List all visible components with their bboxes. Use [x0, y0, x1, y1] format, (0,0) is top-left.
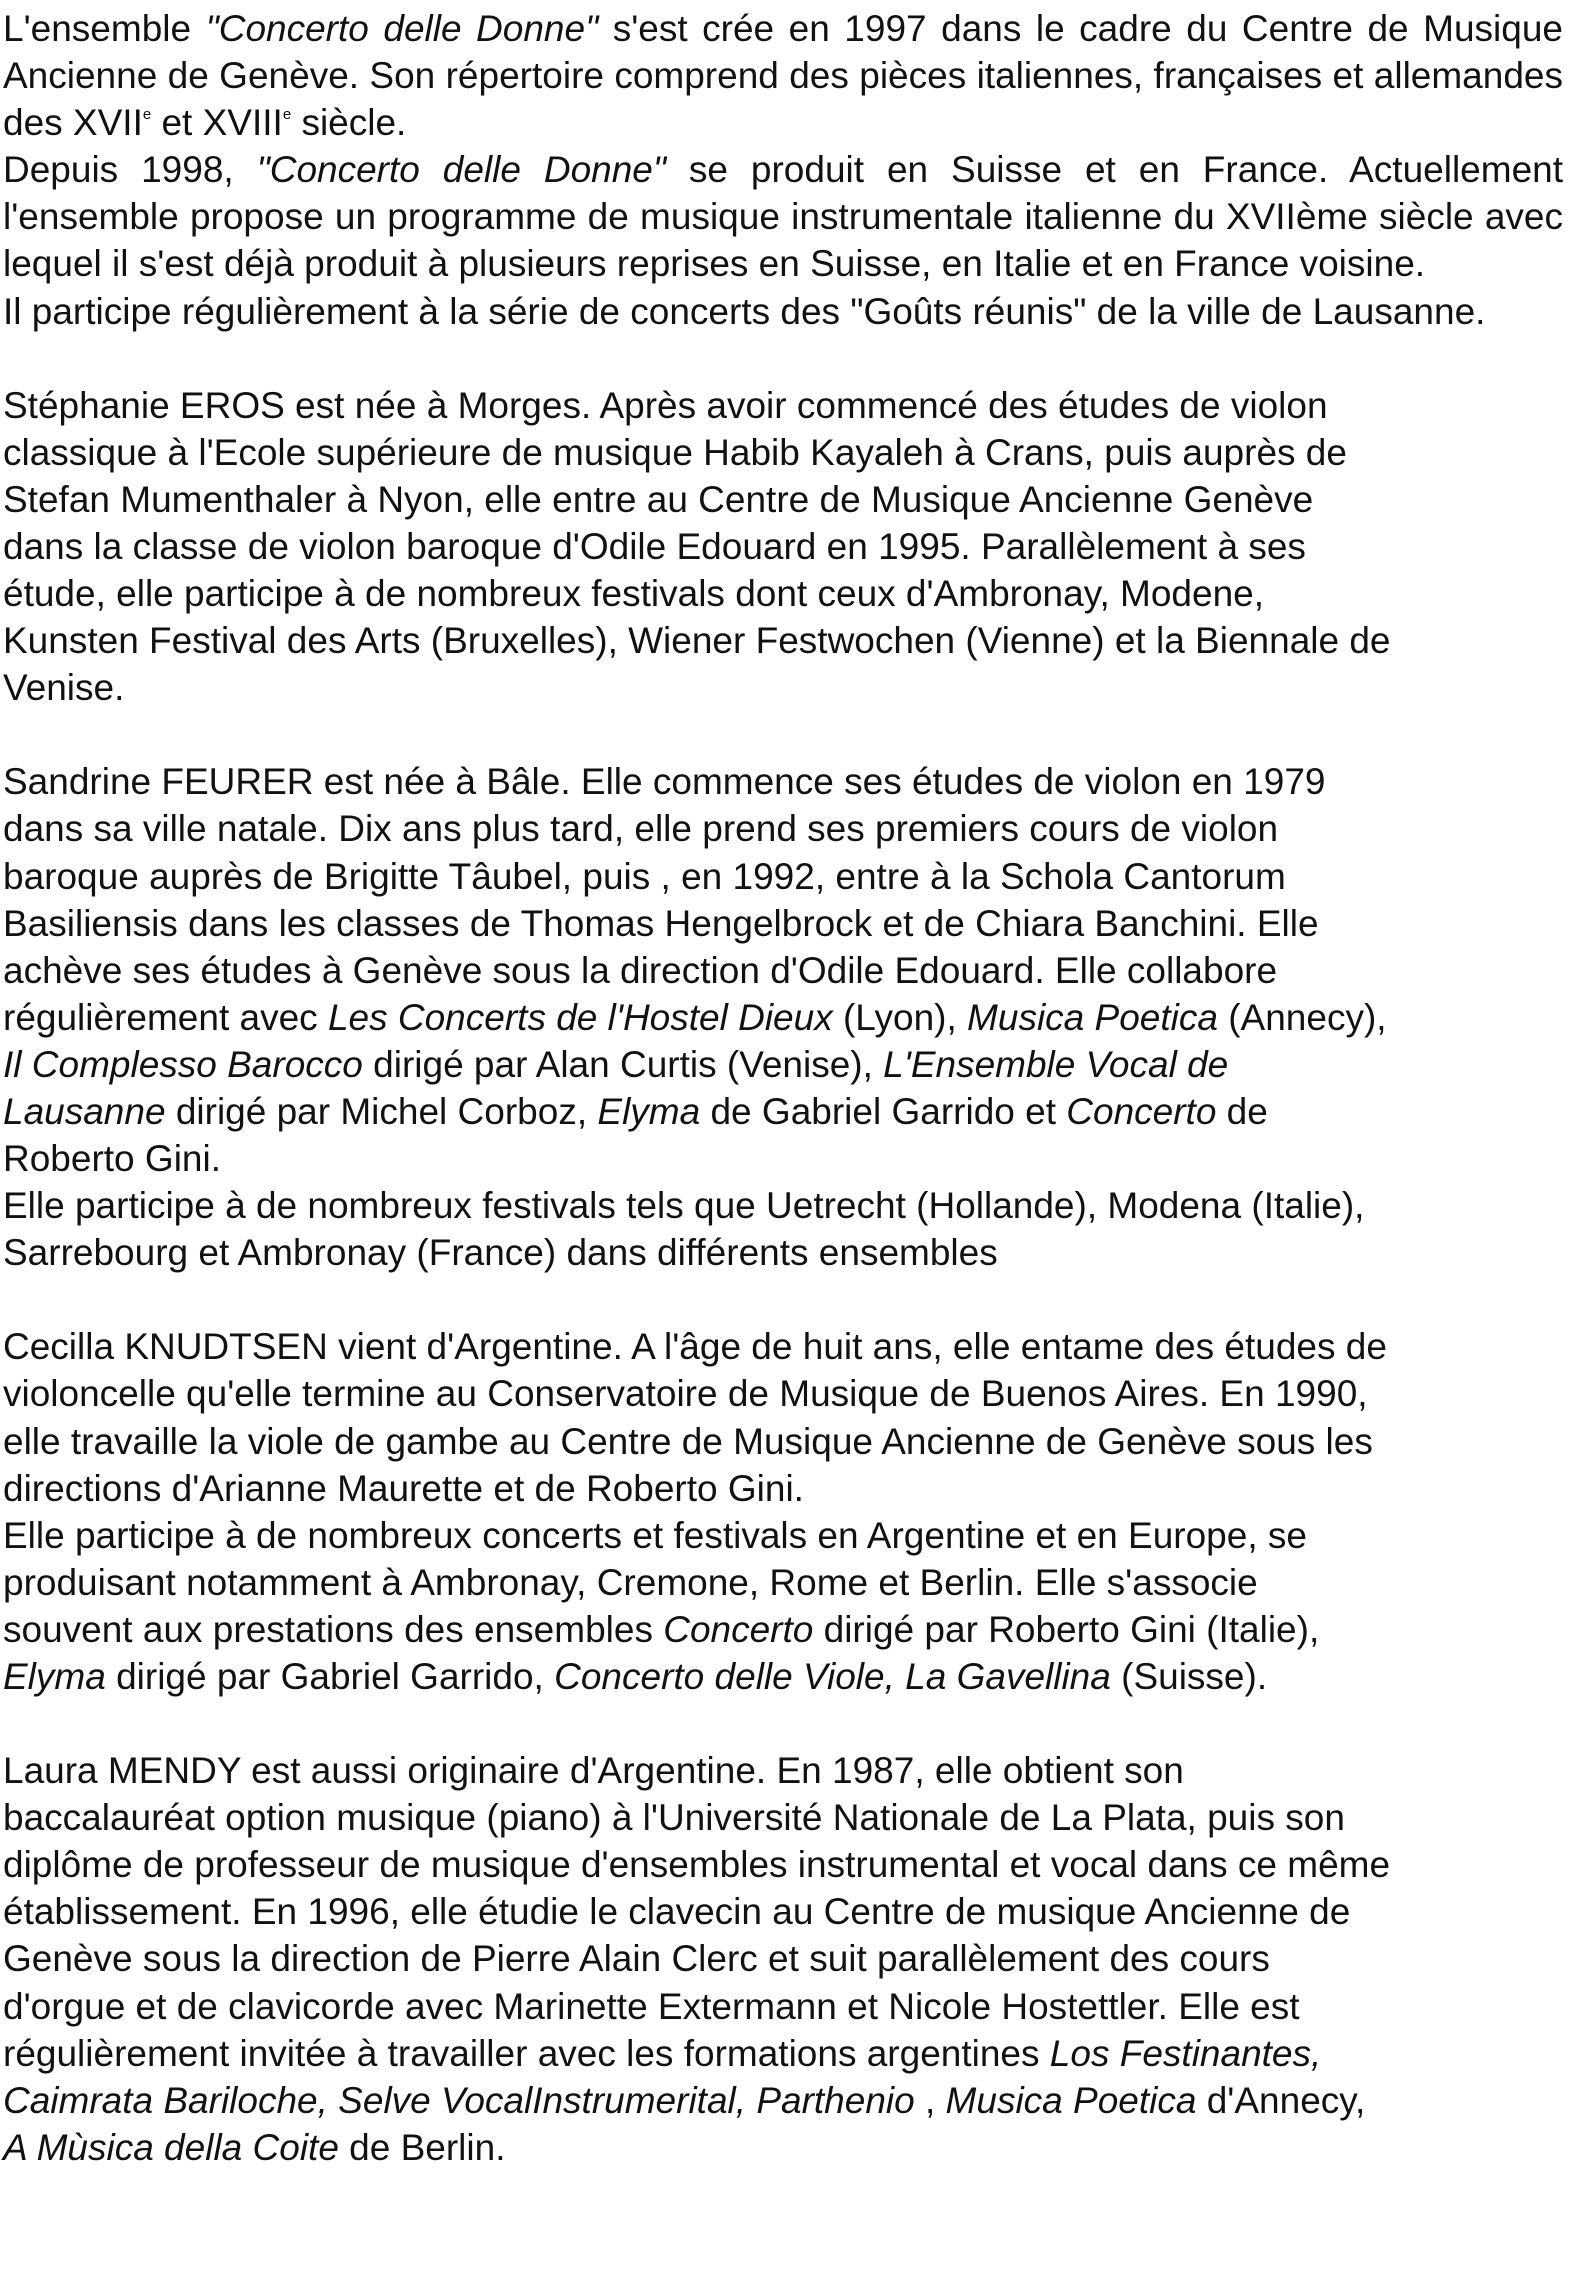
ensemble-name: Musica Poetica: [967, 996, 1218, 1038]
paragraph-gap: [3, 1700, 1563, 1747]
bio-line: Elle participe à de nombreux festivals tels que Uetrecht (Hollande), Modena (Italie),: [3, 1185, 1365, 1227]
text-run: souvent aux prestations des ensembles: [3, 1608, 664, 1650]
bio-line: d'orgue et de clavicorde avec Marinette Extermann et Nicole Hostettler. Elle est: [3, 1985, 1300, 2027]
text-run: Depuis 1998,: [3, 149, 257, 191]
bio-line: baroque auprès de Brigitte Tâubel, puis , en 1992, entre à la Schola Cantorum: [3, 855, 1286, 897]
text-run: de: [1216, 1090, 1268, 1132]
ensemble-name: Il Complesso Barocco: [3, 1043, 363, 1085]
bio-line: dans sa ville natale. Dix ans plus tard, elle prend ses premiers cours de violon: [3, 808, 1279, 850]
bio-line: elle travaille la viole de gambe au Centre de Musique Ancienne de Genève sous les: [3, 1420, 1373, 1462]
text-run: régulièrement invitée à travailler avec les formations argentines: [3, 2032, 1050, 2074]
ensemble-name: Concerto delle Viole, La Gavellina: [554, 1656, 1111, 1697]
text-run: siècle.: [291, 102, 407, 144]
bio-line: classique à l'Ecole supérieure de musique Habib Kayaleh à Crans, puis auprès de: [3, 431, 1347, 473]
text-run: (Suisse).: [1110, 1656, 1268, 1697]
bio-mendy: [3, 1747, 1563, 2171]
ensemble-name: Elyma: [597, 1090, 701, 1132]
ensemble-name: Elyma: [3, 1656, 106, 1697]
bio-feurer: [3, 758, 1563, 1276]
ensemble-name: Lausanne: [3, 1090, 166, 1132]
bio-line: dans la classe de violon baroque d'Odile Edouard en 1995. Parallèlement à ses: [3, 525, 1306, 567]
ensemble-name: L'Ensemble Vocal de: [883, 1043, 1229, 1085]
paragraph-gap: [3, 335, 1563, 382]
bio-line: violoncelle qu'elle termine au Conservatoire de Musique de Buenos Aires. En 1990,: [3, 1373, 1368, 1415]
bio-line: [3, 1088, 1563, 1135]
bio-eros: [3, 382, 1563, 712]
bio-line: [3, 2077, 1563, 2124]
bio-line: Sandrine FEURER est née à Bâle. Elle commence ses études de violon en 1979: [3, 761, 1326, 803]
document-page: [3, 5, 1563, 2171]
bio-line: Stéphanie EROS est née à Morges. Après avoir commencé des études de violon: [3, 384, 1328, 426]
bio-line: Elle participe à de nombreux concerts et festivals en Argentine et en Europe, se: [3, 1514, 1307, 1556]
text-run: d'Annecy,: [1196, 2079, 1366, 2121]
bio-line: établissement. En 1996, elle étudie le clavecin au Centre de musique Ancienne de: [3, 1891, 1351, 1933]
ensemble-name: Concerto: [1066, 1090, 1217, 1132]
text-run: dirigé par Michel Corboz,: [165, 1090, 598, 1132]
text-run: dirigé par Roberto Gini (Italie),: [813, 1608, 1320, 1650]
bio-line: étude, elle participe à de nombreux festivals dont ceux d'Ambronay, Modene,: [3, 573, 1264, 615]
ensemble-name: Caimrata Bariloche, Selve VocalInstrumerital, Parthenio: [3, 2079, 915, 2121]
intro-paragraph-2: [3, 146, 1563, 287]
paragraph-gap: [3, 711, 1563, 758]
ensemble-name: Les Concerts de l'Hostel Dieux: [327, 996, 833, 1038]
bio-knudtsen: [3, 1323, 1563, 1700]
intro-paragraph-3: Il participe régulièrement à la série de concerts des "Goûts réunis" de la ville de Lausanne.: [3, 290, 1486, 332]
bio-line: [3, 2030, 1563, 2077]
ensemble-name: "Concerto delle Donne": [256, 149, 667, 191]
bio-line: Laura MENDY est aussi originaire d'Argentine. En 1987, elle obtient son: [3, 1750, 1184, 1792]
text-run: L'ensemble: [3, 8, 206, 49]
bio-line: achève ses études à Genève sous la direction d'Odile Edouard. Elle collabore: [3, 949, 1278, 991]
text-run: de Gabriel Garrido et: [700, 1090, 1067, 1132]
ensemble-name: Los Festinantes,: [1049, 2032, 1322, 2074]
bio-line: baccalauréat option musique (piano) à l'Université Nationale de La Plata, puis son: [3, 1797, 1345, 1839]
superscript: e: [282, 106, 292, 124]
text-run: s'est crée en 1997 dans le cadre du Centre de Musique Ancienne de Genève. Son répertoire comprend des pièces italiennes, françaises et allemandes des XVII: [3, 8, 1563, 144]
bio-line: Cecilla KNUDTSEN vient d'Argentine. A l'âge de huit ans, elle entame des études de: [3, 1326, 1387, 1368]
bio-line: diplôme de professeur de musique d'ensembles instrumental et vocal dans ce même: [3, 1844, 1391, 1886]
bio-line: [3, 2124, 1563, 2171]
text-run: (Lyon),: [832, 996, 968, 1038]
bio-line: [3, 1653, 1563, 1700]
ensemble-name: Musica Poetica: [945, 2079, 1197, 2121]
bio-line: Genève sous la direction de Pierre Alain Clerc et suit parallèlement des cours: [3, 1938, 1270, 1980]
text-run: régulièrement avec: [3, 996, 328, 1038]
bio-line: Roberto Gini.: [3, 1138, 221, 1180]
intro-paragraph-1: [3, 5, 1563, 146]
text-run: et XVIII: [151, 102, 283, 144]
bio-line: directions d'Arianne Maurette et de Roberto Gini.: [3, 1467, 804, 1509]
ensemble-name: Concerto: [663, 1608, 814, 1650]
bio-line: Stefan Mumenthaler à Nyon, elle entre au Centre de Musique Ancienne Genève: [3, 478, 1314, 520]
text-run: dirigé par Alan Curtis (Venise),: [362, 1043, 884, 1085]
bio-line: [3, 1041, 1563, 1088]
bio-line: [3, 1606, 1563, 1653]
ensemble-name: "Concerto delle Donne": [205, 8, 599, 49]
ensemble-name: A Mùsica della Coite: [3, 2126, 339, 2168]
bio-line: Basiliensis dans les classes de Thomas Hengelbrock et de Chiara Banchini. Elle: [3, 902, 1319, 944]
bio-line: Sarrebourg et Ambronay (France) dans différents ensembles: [3, 1232, 998, 1274]
text-run: de Berlin.: [338, 2126, 506, 2168]
text-run: ,: [914, 2079, 946, 2121]
bio-line: Kunsten Festival des Arts (Bruxelles), Wiener Festwochen (Vienne) et la Biennale de: [3, 620, 1391, 662]
bio-line: [3, 994, 1563, 1041]
bio-line: Venise.: [3, 667, 125, 709]
bio-line: produisant notamment à Ambronay, Cremone, Rome et Berlin. Elle s'associe: [3, 1561, 1258, 1603]
text-run: dirigé par Gabriel Garrido,: [105, 1656, 555, 1697]
text-run: (Annecy),: [1217, 996, 1387, 1038]
superscript: e: [142, 106, 152, 124]
text-run: se produit en Suisse et en France. Actuellement l'ensemble propose un programme de musique instrumentale italienne du XVIIème siècle avec lequel il s'est déjà produit à plusieurs reprises en Suisse, en Italie et en France voisine.: [3, 149, 1563, 285]
paragraph-gap: [3, 1276, 1563, 1323]
